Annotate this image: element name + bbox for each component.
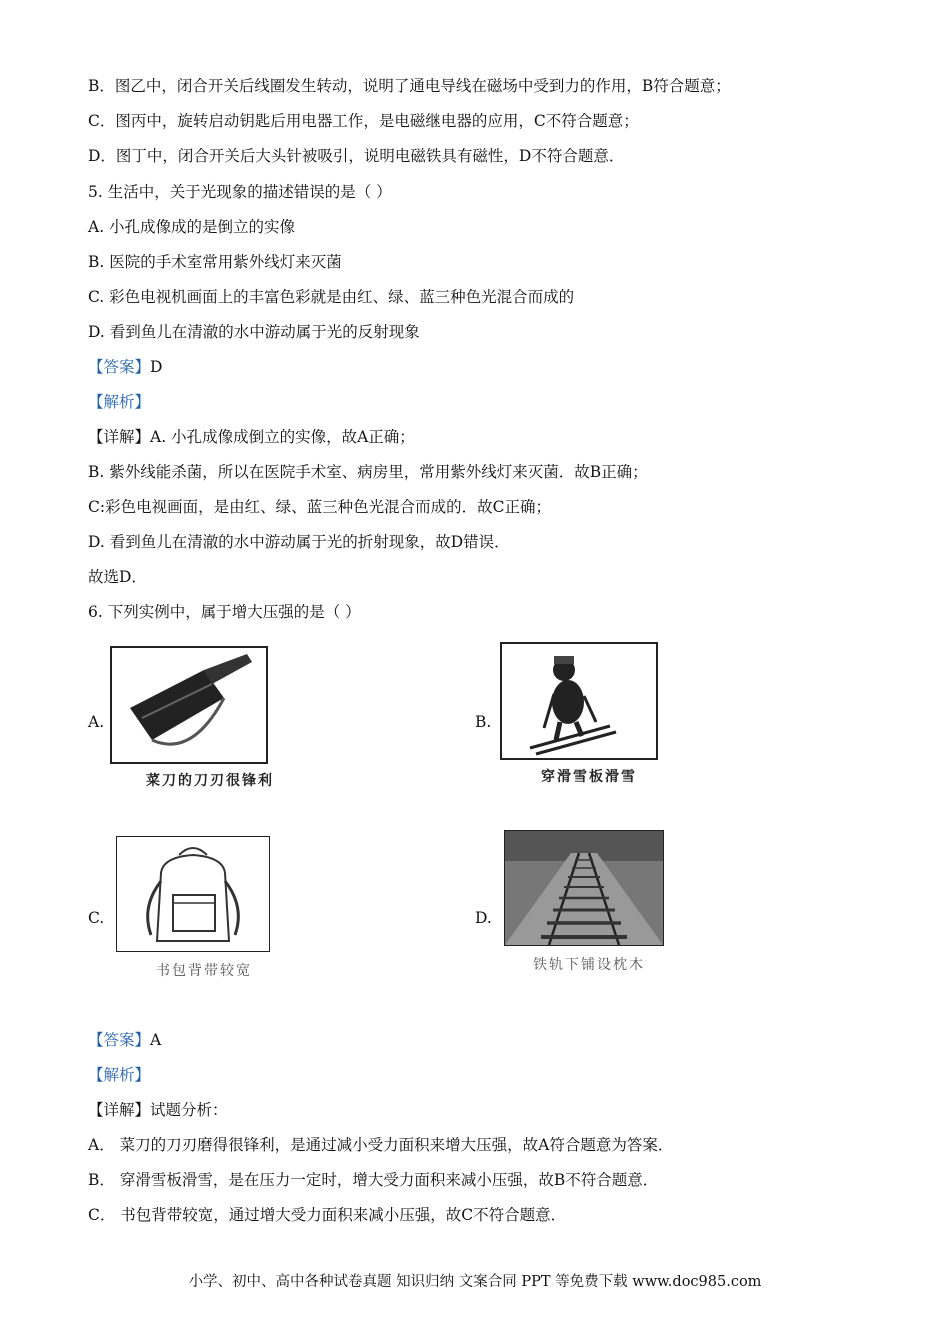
answer-tag: 【答案】 xyxy=(88,358,151,376)
analysis-tag: 【解析】 xyxy=(88,393,151,411)
railway-track-icon xyxy=(505,831,663,945)
answer-tag: 【答案】 xyxy=(88,1031,151,1049)
q5-detail-3: D. 看到鱼儿在清澈的水中游动属于光的折射现象，故D错误． xyxy=(88,533,510,551)
analysis-tag: 【解析】 xyxy=(88,1066,151,1084)
q5-detail-1: B. 紫外线能杀菌，所以在医院手术室、病房里，常用紫外线灯来灭菌．故B正确； xyxy=(88,463,648,481)
backpack-icon xyxy=(117,837,269,951)
q5-detail-2: C:彩色电视画面，是由红、绿、蓝三种色光混合而成的．故C正确； xyxy=(88,498,551,516)
answer-value: D xyxy=(150,358,163,376)
cleaver-figure xyxy=(110,646,268,764)
q6-detail-intro xyxy=(88,1100,228,1120)
text-line: D．图丁中，闭合开关后大头针被吸引，说明电磁铁具有磁性，D不符合题意． xyxy=(88,147,625,165)
q6-option-d-letter: D. xyxy=(475,909,492,927)
q5-option-a: A. 小孔成像成的是倒立的实像 xyxy=(88,218,296,236)
q6-option-c-letter: C. xyxy=(88,909,105,927)
cleaver-icon xyxy=(112,648,266,762)
q6-caption-c: 书包背带较宽 xyxy=(156,963,252,979)
text-line: C．图丙中，旋转启动钥匙后用电器工作，是电磁继电器的应用，C不符合题意； xyxy=(88,112,639,130)
q6-detail-c: C． 书包背带较宽，通过增大受力面积来减小压强，故C不符合题意． xyxy=(88,1206,567,1224)
skier-figure xyxy=(500,642,658,760)
q5-option-d: D. 看到鱼儿在清澈的水中游动属于光的反射现象 xyxy=(88,323,420,341)
q6-answer xyxy=(88,1030,161,1050)
answer-value: A xyxy=(150,1031,162,1049)
detail-tag: 【详解】 xyxy=(88,1101,151,1119)
page-footer: 小学、初中、高中各种试卷真题 知识归纳 文案合同 PPT 等免费下载 www.doc985.com xyxy=(188,1274,762,1290)
q5-option-b: B. 医院的手术室常用紫外线灯来灭菌 xyxy=(88,253,342,271)
q5-detail-0 xyxy=(88,427,415,447)
skier-icon xyxy=(502,644,656,758)
text-line: B．图乙中，闭合开关后线圈发生转动，说明了通电导线在磁场中受到力的作用，B符合题意； xyxy=(88,77,731,95)
q5-analysis-tag xyxy=(88,392,150,412)
q6-caption-a: 菜刀的刀刃很锋利 xyxy=(146,773,274,789)
detail-tag: 【详解】 xyxy=(88,428,151,446)
q6-detail-a: A． 菜刀的刀刃磨得很锋利，是通过减小受力面积来增大压强，故A符合题意为答案． xyxy=(88,1136,674,1154)
railway-figure xyxy=(504,830,664,946)
q5-detail-4: 故选D． xyxy=(88,568,147,586)
q6-option-b-letter: B. xyxy=(475,713,492,731)
question-6-stem: 6. 下列实例中，属于增大压强的是（ ） xyxy=(88,603,361,621)
q5-answer xyxy=(88,357,162,377)
question-5-stem: 5. 生活中，关于光现象的描述错误的是（ ） xyxy=(88,183,392,201)
q6-option-a-letter: A. xyxy=(88,713,105,731)
q6-analysis-tag xyxy=(88,1065,150,1085)
detail-text: A. 小孔成像成倒立的实像，故A正确； xyxy=(150,428,415,446)
backpack-figure xyxy=(116,836,270,952)
q5-option-c: C. 彩色电视机画面上的丰富色彩就是由红、绿、蓝三种色光混合而成的 xyxy=(88,288,575,306)
q6-caption-b: 穿滑雪板滑雪 xyxy=(541,769,637,785)
q6-detail-b: B． 穿滑雪板滑雪，是在压力一定时，增大受力面积来减小压强，故B不符合题意． xyxy=(88,1171,659,1189)
q6-caption-d: 铁轨下铺设枕木 xyxy=(533,957,645,973)
detail-text: 试题分析： xyxy=(150,1101,228,1119)
